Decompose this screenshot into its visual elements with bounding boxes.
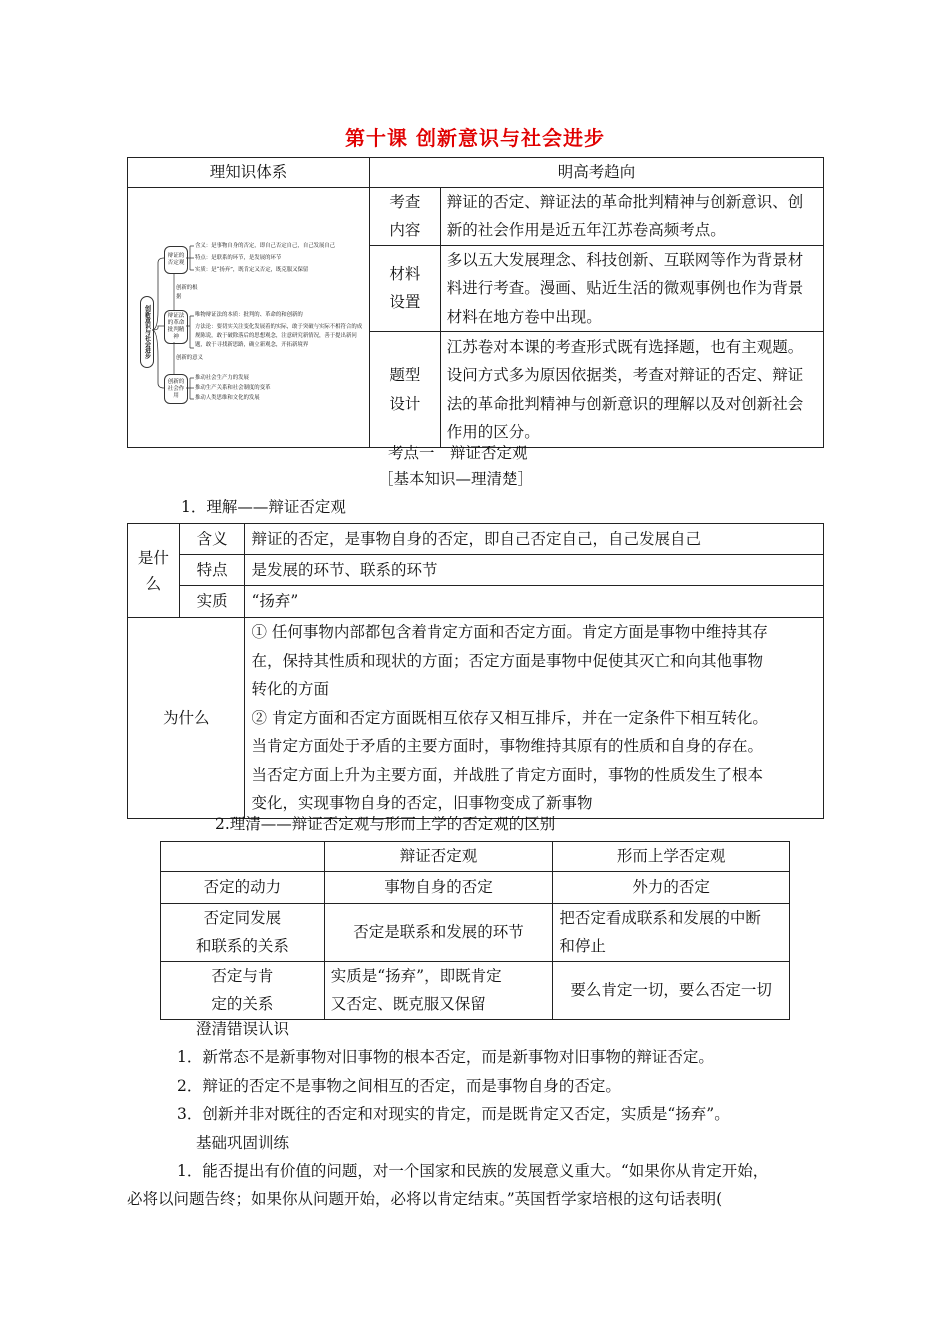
comparison-key: 否定与肯 定的关系 (161, 961, 325, 1019)
overview-row-text: 多以五大发展理念、科技创新、互联网等作为背景材料进行考查。漫画、贴近生活的微观事例也作为背景材料在地方卷中出现。 (440, 245, 823, 332)
page-title: 第十课 创新意识与社会进步 (345, 126, 605, 150)
mindmap-branch2-item: 唯物辩证法的本质：批判的、革命的和创新的 (195, 312, 303, 319)
comparison-dialectical: 否定是联系和发展的环节 (324, 903, 553, 961)
comparison-metaphysical: 把否定看成联系和发展的中断 和停止 (553, 903, 790, 961)
comparison-header (161, 842, 325, 872)
mindmap-branch3-item: 推动社会生产力的发展 (195, 375, 249, 382)
overview-row-text: 辩证的否定、辩证法的革命批判精神与创新意识、创新的社会作用是近五年江苏卷高频考点。 (440, 187, 823, 245)
row-value: 辩证的否定，是事物自身的否定，即自己否定自己，自己发展自己 (245, 524, 824, 555)
comparison-dialectical: 实质是“扬弃”，即既肯定 又否定、既克服又保留 (324, 961, 553, 1019)
mindmap-branch-social-role: 创新的社会作用 (164, 374, 188, 404)
row-key: 特点 (179, 555, 245, 586)
mindmap-branch1-item: 含义：是事物自身的否定，即自己否定自己，自己发展自己 (195, 243, 336, 250)
practice-heading: 基础巩固训练 (196, 1134, 290, 1152)
section2-title: 2.理清——辩证否定观与形而上学的否定观的区别 (215, 815, 556, 833)
mindmap-branch-negation: 辩证的否定观 (164, 246, 188, 274)
why-content: ① 任何事物内部都包含着肯定方面和否定方面。肯定方面是事物中维持其存 在，保持其性质和现状的方面；否定方面是事物中促使其灭亡和向其他事物 转化的方面 ② 肯定方面和否定方面既相互依存又相互排斥，并在一定条件下相互转化。 当肯定方面处于矛盾的主要方面时，事物维持其原有的性质和自身的存在。 当否定方面上升为主要方面，并战胜了肯定方面时，事物的性质发生了根本 变化，实现事物自身的否定，旧事物变成了新事物 (245, 618, 824, 819)
comparison-key: 否定的动力 (161, 871, 325, 903)
question-line: 1．能否提出有价值的问题，对一个国家和民族的发展意义重大。“如果你从肯定开始， (177, 1162, 769, 1180)
comparison-key: 否定同发展 和联系的关系 (161, 903, 325, 961)
overview-row-label: 材料 设置 (370, 245, 441, 332)
comparison-dialectical: 事物自身的否定 (324, 871, 553, 903)
overview-row-label: 题型 设计 (370, 332, 441, 448)
mindmap-branch3-item: 推动人类思维和文化的发展 (195, 395, 260, 402)
overview-table (127, 157, 824, 448)
row-key: 含义 (179, 524, 245, 555)
comparison-metaphysical: 要么肯定一切，要么否定一切 (553, 961, 790, 1019)
mindmap-branch-critical-spirit: 辩证法的革命批判精神 (164, 310, 188, 344)
mindmap-root: 创新意识与社会进步 (140, 296, 154, 368)
understanding-table (127, 523, 824, 819)
comparison-table (160, 841, 790, 1020)
why-label: 为什么 (128, 618, 245, 819)
comparison-header: 形而上学否定观 (553, 842, 790, 872)
mindmap-branch1-item: 实质：是“扬弃”，既肯定又否定，既克服又保留 (195, 267, 309, 274)
mindmap-link-label: 创新的根据 (176, 285, 198, 301)
overview-row-label: 考查 内容 (370, 187, 441, 245)
comparison-header: 辩证否定观 (324, 842, 553, 872)
error-item: 3．创新并非对既往的否定和对现实的肯定，而是既肯定又否定，实质是“扬弃”。 (177, 1105, 730, 1123)
row-value: 是发展的环节、联系的环节 (245, 555, 824, 586)
error-item: 1．新常态不是新事物对旧事物的根本否定，而是新事物对旧事物的辩证否定。 (177, 1048, 714, 1066)
error-item: 2．辩证的否定不是事物之间相互的否定，而是事物自身的否定。 (177, 1077, 621, 1095)
what-label: 是什么 (128, 524, 180, 618)
kaodian-heading: 考点一 辩证否定观 (388, 444, 528, 462)
mindmap-branch3-item: 推动生产关系和社会制度的变革 (195, 385, 271, 392)
row-key: 实质 (179, 586, 245, 618)
mindmap-branch2-item: 方法论：要切实关注变化发展着的实际，敢于突破与实际不相符合的成规陈说，敢于破除落后的思想观念，注意研究新情况，善于提出新问题，敢于寻找新思路，确立新观念，开拓新境界 (195, 324, 363, 348)
comparison-metaphysical: 外力的否定 (553, 871, 790, 903)
mindmap (128, 188, 369, 446)
overview-left-header: 理知识体系 (128, 158, 370, 188)
overview-row-text: 江苏卷对本课的考查形式既有选择题，也有主观题。设问方式多为原因依据类，考查对辩证的否定、辩证法的革命批判精神与创新意识的理解以及对创新社会作用的区分。 (440, 332, 823, 448)
mindmap-branch1-item: 特点：是联系的环节，是发展的环节 (195, 255, 282, 262)
question-line: 必将以问题告终；如果你从问题开始，必将以肯定结束。”英国哲学家培根的这句话表明( (127, 1190, 723, 1208)
overview-right-header: 明高考趋向 (370, 158, 824, 188)
mindmap-link-label: 创新的意义 (176, 355, 203, 362)
clarify-heading: 澄清错误认识 (196, 1020, 290, 1038)
row-value: “扬弃” (245, 586, 824, 618)
basic-knowledge-heading: ［基本知识—理清楚］ (378, 470, 534, 488)
mindmap-cell (128, 187, 370, 448)
section1-title: 1．理解——辩证否定观 (181, 498, 346, 516)
